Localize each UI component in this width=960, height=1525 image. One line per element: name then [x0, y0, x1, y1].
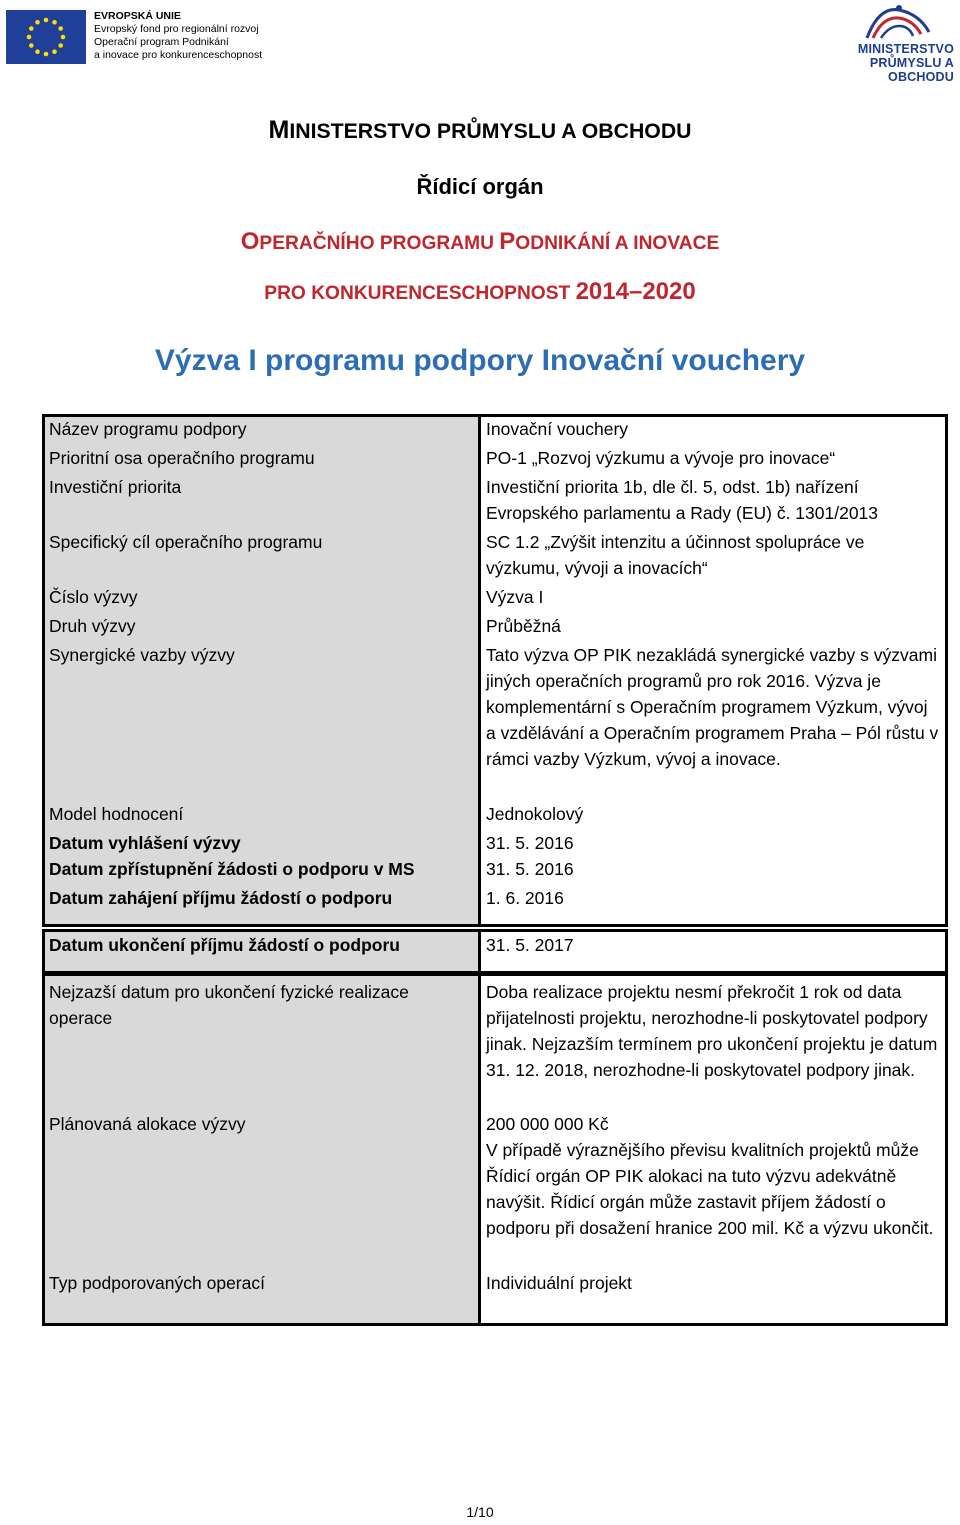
ministry-title: MINISTERSTVO PRŮMYSLU A OBCHODU: [268, 116, 692, 144]
eu-logo-block: [6, 10, 262, 64]
call-title: Výzva I programu podpory Inovační vouchery: [154, 344, 806, 377]
row-label: Typ podporovaných operací: [49, 1273, 265, 1293]
row-label: Plánovaná alokace výzvy: [49, 1114, 246, 1134]
row-label: Datum ukončení příjmu žádostí o podporu: [49, 935, 400, 955]
row-value: 31. 5. 2016: [486, 859, 574, 879]
row-value: 31. 5. 2016: [486, 833, 574, 853]
row-value: [481, 1111, 946, 1241]
row-value: 1. 6. 2016: [486, 888, 564, 908]
row-label: Druh výzvy: [49, 616, 136, 636]
eu-line-2: Evropský fond pro regionální rozvoj: [94, 23, 259, 35]
row-label: Číslo výzvy: [49, 587, 138, 607]
authority-title: Řídicí orgán: [416, 174, 544, 199]
page-number: 1/10: [466, 1504, 494, 1520]
mpo-line-2: PRŮMYSLU A OBCHODU: [869, 56, 954, 84]
row-value: Výzva I: [486, 587, 544, 607]
row-label: Specifický cíl operačního programu: [49, 532, 323, 552]
op-subtitle: PRO KONKURENCESCHOPNOST 2014–2020: [264, 278, 696, 305]
row-value: SC 1.2 „Zvýšit intenzitu a účinnost spolupráce ve výzkumu, vývoji a inovacích“: [486, 532, 865, 578]
row-value: Průběžná: [486, 616, 561, 636]
row-value: Inovační vouchery: [486, 419, 629, 439]
row-label: Datum vyhlášení výzvy: [49, 833, 241, 853]
row-value: 31. 5. 2017: [486, 935, 574, 955]
row-value: PO-1 „Rozvoj výzkumu a vývoje pro inovace“: [486, 448, 836, 468]
row-label: Datum zahájení příjmu žádostí o podporu: [49, 888, 393, 908]
allocation-amount: 200 000 000 Kč: [486, 1114, 609, 1134]
op-title: OPERAČNÍHO PROGRAMU PODNIKÁNÍ A INOVACE: [240, 228, 720, 255]
mpo-logo-block: [804, 2, 954, 84]
row-value: Jednokolový: [486, 804, 584, 824]
row-label: Synergické vazby výzvy: [49, 645, 235, 665]
row-label: Prioritní osa operačního programu: [49, 448, 315, 468]
mpo-line-1: MINISTERSTVO: [857, 42, 954, 56]
allocation-note: V případě výraznějšího převisu kvalitních projektů může Řídicí orgán OP PIK alokaci na tuto výzvu adekvátně navýšit. Řídicí orgán může zastavit příjem žádostí o podporu při dosažení hranice 200 mil. Kč a výzvu ukončit.: [486, 1140, 934, 1238]
row-label: Investiční priorita: [49, 477, 182, 497]
eu-text: [94, 10, 262, 62]
eu-line-3: Operační program Podnikání: [94, 36, 229, 48]
mpo-emblem-icon: [859, 2, 939, 42]
row-label: Model hodnocení: [49, 804, 184, 824]
row-label: Název programu podpory: [49, 419, 247, 439]
mpo-text: [804, 42, 954, 84]
eu-flag-icon: [6, 10, 86, 64]
row-value: Tato výzva OP PIK nezakládá synergické vazby s výzvami jiných operačních programů pro rok 2016. Výzva je komplementární s Operačním programem Výzkum, vývoj a vzdělávání a Operačním programem Praha – Pól růstu v rámci vazby Výzkum, vývoj a inovace.: [486, 645, 939, 769]
eu-line-1: EVROPSKÁ UNIE: [94, 10, 181, 22]
row-value: Investiční priorita 1b, dle čl. 5, odst. 1b) nařízení Evropského parlamentu a Rady (EU) č. 1301/2013: [486, 477, 879, 523]
row-label: Nejzazší datum pro ukončení fyzické realizace operace: [49, 982, 409, 1028]
row-value: Individuální projekt: [486, 1273, 632, 1293]
row-value: Doba realizace projektu nesmí překročit 1 rok od data přijatelnosti projektu, nerozhodne-li poskytovatel podpory jinak. Nejzazším termínem pro ukončení projektu je datum 31. 12. 2018, nerozhodne-li poskytovatel podpory jinak.: [486, 982, 938, 1080]
eu-line-4: a inovace pro konkurenceschopnost: [94, 49, 263, 61]
row-label: Datum zpřístupnění žádosti o podporu v MS: [49, 859, 415, 879]
